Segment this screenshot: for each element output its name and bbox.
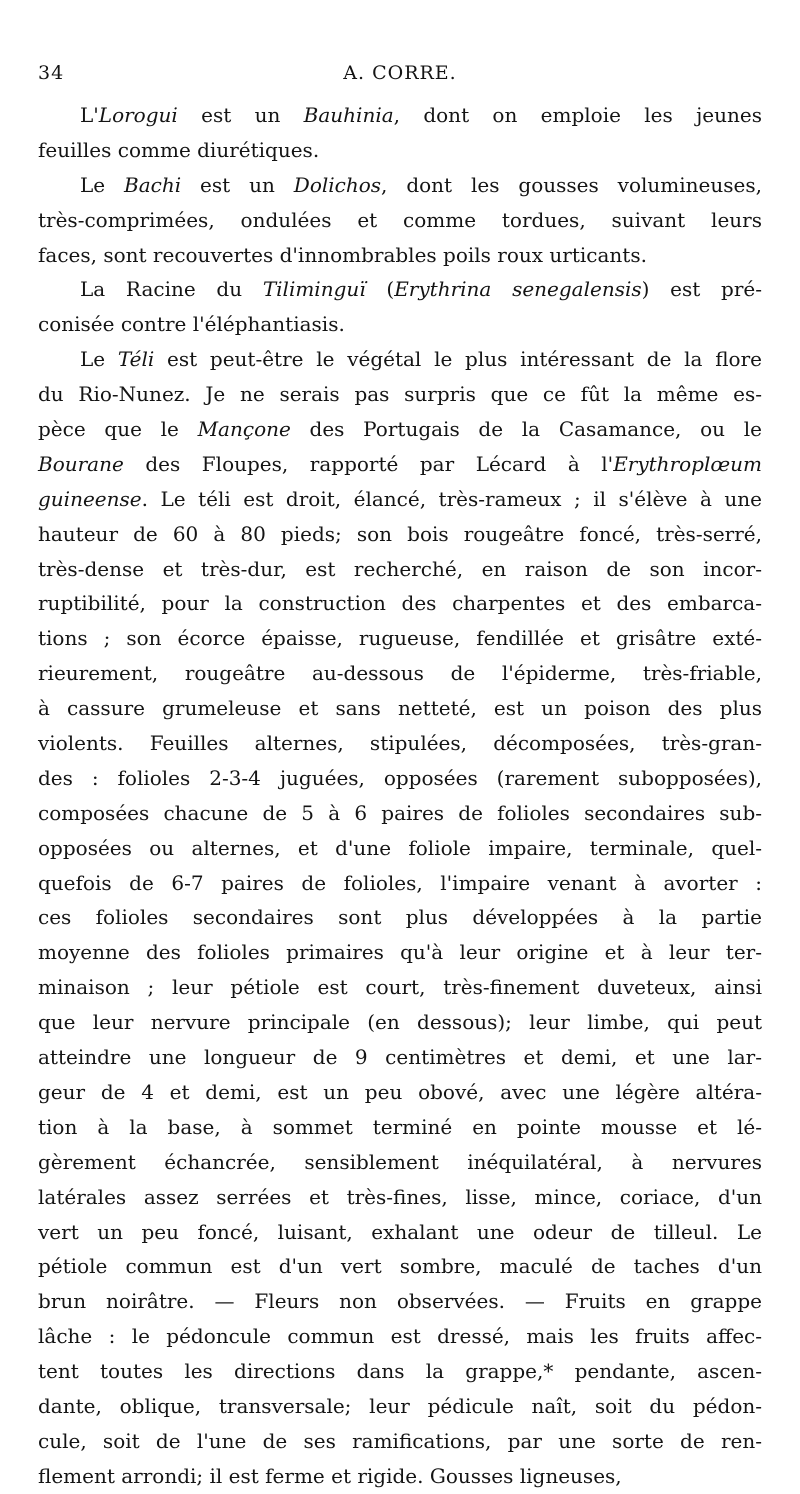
paragraph — [38, 168, 762, 273]
text-line — [38, 935, 762, 970]
text-run: moyenne des folioles primaires qu'à leur origine et à leur ter- — [38, 940, 762, 965]
text-run: à cassure grumeleuse et sans netteté, est un poison des plus — [38, 696, 762, 721]
running-head — [38, 62, 762, 92]
text-line — [38, 761, 762, 796]
text-run: gèrement échancrée, sensiblement inéquilatéral, à nervures — [38, 1149, 762, 1174]
text-run: Le — [80, 172, 125, 197]
text-run: ruptibilité, pour la construction des charpentes et des embarca- — [38, 591, 762, 616]
text-run: des Portugais de la Casamance, ou le — [290, 417, 762, 442]
text-line — [38, 726, 762, 761]
text-line — [38, 133, 762, 168]
text-run: lâche : le pédoncule commun est dressé, mais les fruits affec- — [38, 1324, 762, 1349]
text-run: ) est pré- — [641, 277, 762, 302]
body-text — [38, 98, 762, 1494]
text-line — [38, 1110, 762, 1145]
text-line — [38, 307, 762, 342]
text-line — [38, 238, 762, 273]
text-run: minaison ; leur pétiole est court, très-finement duveteux, ainsi — [38, 975, 762, 1000]
text-run: vert un peu foncé, luisant, exhalant une odeur de tilleul. Le — [38, 1219, 762, 1244]
text-run: conisée contre l'éléphantiasis. — [38, 312, 345, 337]
text-run: est un — [181, 172, 294, 197]
text-line — [38, 1354, 762, 1389]
text-line — [38, 1215, 762, 1250]
text-run: composées chacune de 5 à 6 paires de folioles secondaires sub- — [38, 800, 762, 825]
text-line — [38, 656, 762, 691]
italic-term: Lorogui — [98, 103, 178, 127]
text-line — [38, 1284, 762, 1319]
text-line — [38, 1319, 762, 1354]
text-line — [38, 1389, 762, 1424]
italic-term: guineense — [38, 486, 142, 511]
text-run: geur de 4 et demi, est un peu obové, avec une légère altéra- — [38, 1079, 762, 1104]
italic-term: Erythroplœum — [613, 451, 762, 476]
text-line — [38, 1075, 762, 1110]
book-page — [38, 62, 762, 1494]
italic-term: Erythrina senegalensis — [394, 277, 642, 302]
text-line — [38, 447, 762, 482]
paragraph — [38, 98, 762, 168]
text-run: tent toutes les directions dans la grappe,* pendante, ascen- — [38, 1359, 762, 1384]
text-run: Le — [80, 347, 118, 372]
text-run: du Rio-Nunez. Je ne serais pas surpris que ce fût la même es- — [38, 382, 762, 407]
text-line — [38, 552, 762, 587]
text-run: latérales assez serrées et très-fines, lisse, mince, coriace, d'un — [38, 1184, 762, 1209]
text-run: , dont on emploie les jeunes — [393, 103, 762, 127]
text-line — [38, 1459, 762, 1494]
text-run: opposées ou alternes, et d'une foliole impaire, terminale, quel- — [38, 835, 762, 860]
text-run: flement arrondi; il est ferme et rigide. Gousses ligneuses, — [38, 1463, 622, 1488]
text-line — [38, 831, 762, 866]
text-run: brun noirâtre. — Fleurs non observées. — Fruits en grappe — [38, 1289, 762, 1314]
text-line — [38, 272, 762, 307]
running-title: A. CORRE. — [343, 62, 457, 84]
text-line — [38, 1180, 762, 1215]
italic-term: Tiliminguï — [262, 277, 366, 302]
text-line — [38, 1040, 762, 1075]
text-run: hauteur de 60 à 80 pieds; son bois rougeâtre foncé, très-serré, — [38, 521, 762, 546]
text-line — [38, 796, 762, 831]
text-run: . Le téli est droit, élancé, très-rameux ; il s'élève à une — [141, 486, 762, 511]
text-run: feuilles comme diurétiques. — [38, 137, 320, 162]
text-line — [38, 866, 762, 901]
text-run: tions ; son écorce épaisse, rugueuse, fendillée et grisâtre exté- — [38, 626, 762, 651]
text-line — [38, 586, 762, 621]
italic-term: Bachi — [124, 172, 182, 197]
text-line — [38, 1145, 762, 1180]
text-run: est un — [177, 103, 304, 127]
text-line — [38, 1424, 762, 1459]
text-run: des Floupes, rapporté par Lécard à l' — [123, 451, 614, 476]
text-run: rieurement, rougeâtre au-dessous de l'épiderme, très-friable, — [38, 661, 762, 686]
italic-term: Bauhinia — [303, 103, 394, 127]
text-run: pèce que le — [38, 417, 198, 442]
text-run: cule, soit de l'une de ses ramifications, par une sorte de ren- — [38, 1428, 762, 1453]
text-run: des : folioles 2-3-4 juguées, opposées (rarement subopposées), — [38, 765, 762, 790]
text-line — [38, 342, 762, 377]
text-run: très-comprimées, ondulées et comme tordues, suivant leurs — [38, 207, 762, 232]
text-run: violents. Feuilles alternes, stipulées, décomposées, très-gran- — [38, 731, 762, 756]
text-line — [38, 412, 762, 447]
text-line — [38, 1249, 762, 1284]
italic-term: Dolichos — [293, 172, 382, 197]
text-line — [38, 621, 762, 656]
text-line — [38, 900, 762, 935]
text-run: ces folioles secondaires sont plus développées à la partie — [38, 905, 762, 930]
text-run: La Racine du — [80, 277, 263, 302]
text-run: faces, sont recouvertes d'innombrables poils roux urticants. — [38, 242, 647, 267]
text-run: très-dense et très-dur, est recherché, en raison de son incor- — [38, 556, 762, 581]
text-run: tion à la base, à sommet terminé en pointe mousse et lé- — [38, 1114, 762, 1139]
italic-term: Téli — [117, 347, 155, 372]
paragraph — [38, 272, 762, 342]
italic-term: Bourane — [38, 451, 124, 476]
text-line — [38, 98, 762, 133]
text-line — [38, 203, 762, 238]
text-run: L' — [80, 103, 99, 127]
text-line — [38, 970, 762, 1005]
text-line — [38, 168, 762, 203]
page-number: 34 — [38, 62, 65, 84]
text-run: quefois de 6-7 paires de folioles, l'impaire venant à avorter : — [38, 870, 762, 895]
text-run: , dont les gousses volumineuses, — [381, 172, 762, 197]
italic-term: Mançone — [197, 417, 291, 442]
text-run: atteindre une longueur de 9 centimètres et demi, et une lar- — [38, 1045, 762, 1070]
text-line — [38, 517, 762, 552]
text-line — [38, 482, 762, 517]
text-line — [38, 1005, 762, 1040]
text-line — [38, 691, 762, 726]
text-run: pétiole commun est d'un vert sombre, maculé de taches d'un — [38, 1254, 762, 1279]
paragraph — [38, 342, 762, 1493]
text-run: que leur nervure principale (en dessous); leur limbe, qui peut — [38, 1010, 762, 1035]
text-run: dante, oblique, transversale; leur pédicule naît, soit du pédon- — [38, 1393, 762, 1418]
text-run: ( — [365, 277, 395, 302]
text-line — [38, 377, 762, 412]
text-run: est peut-être le végétal le plus intéressant de la flore — [154, 347, 762, 372]
